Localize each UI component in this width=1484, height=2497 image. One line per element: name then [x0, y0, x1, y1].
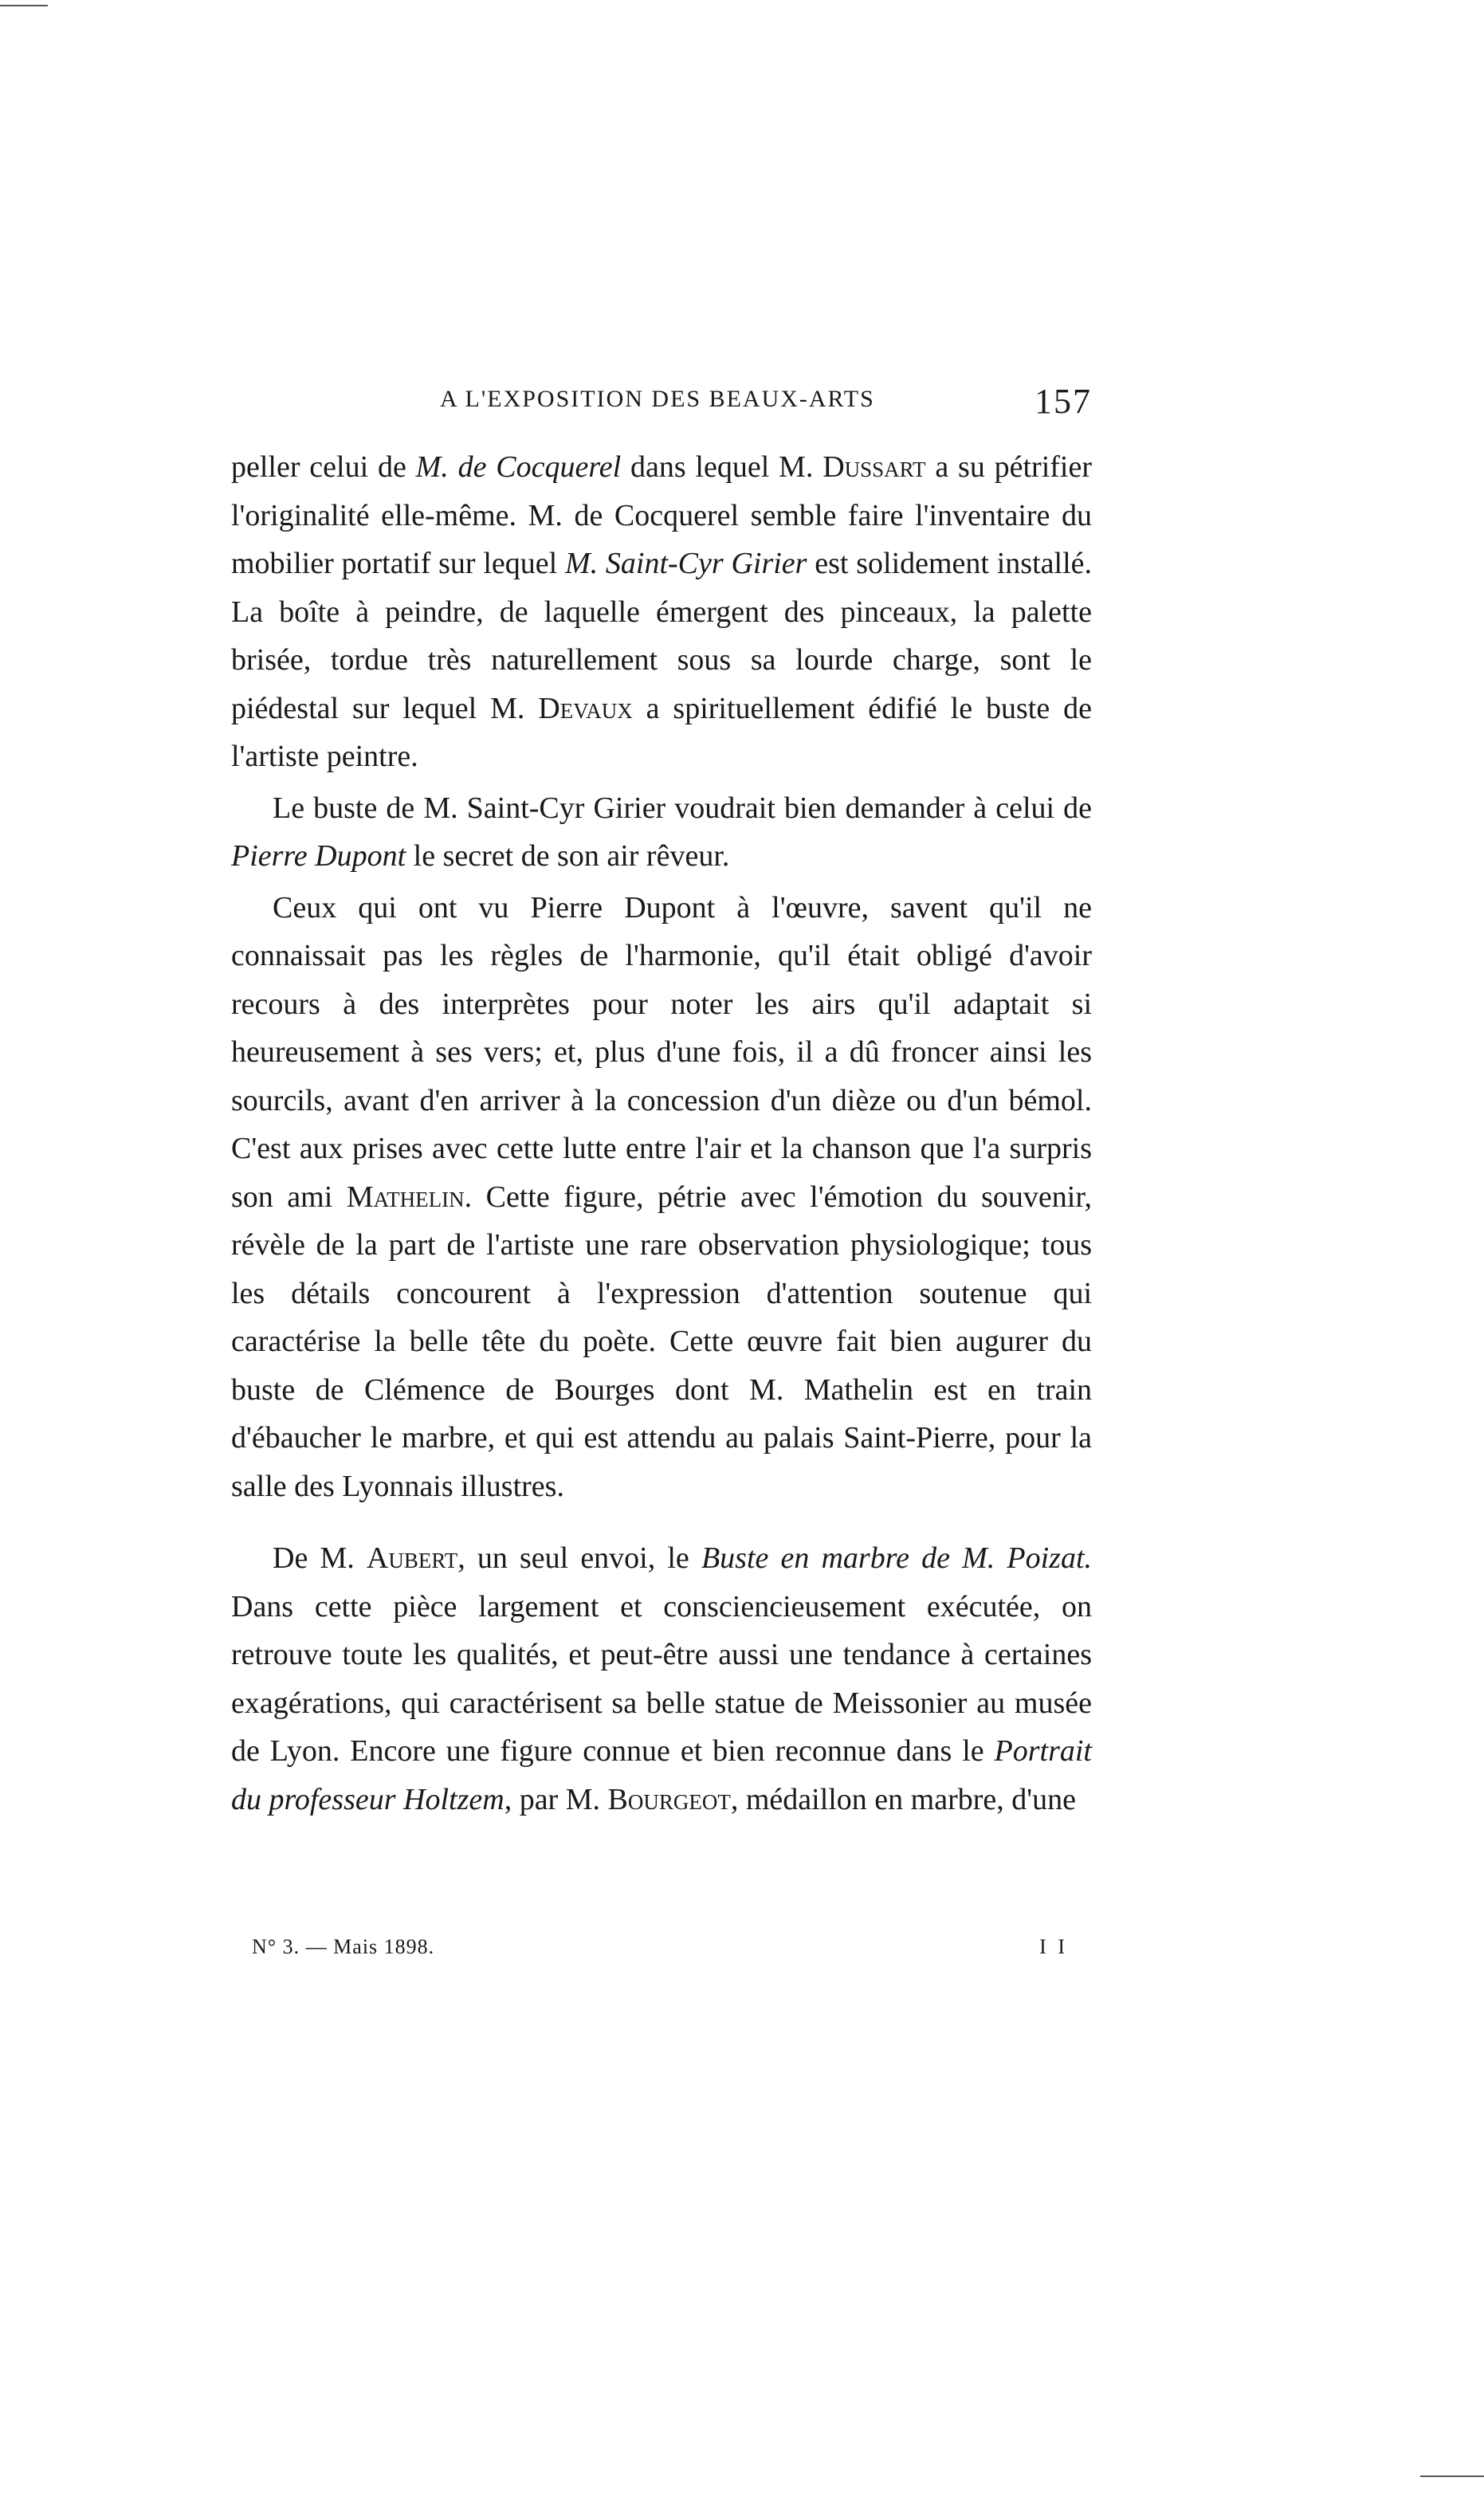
name-italic: M. Saint-Cyr Girier — [564, 547, 807, 580]
paragraph-3-segment: Ceux qui ont vu Pierre Dupont à l'œuvre, savent qu'il ne connaissait pas les règles de l'harmonie, qu'il était obligé d'avoir recours à des interprètes pour noter les airs qu'il adaptait si heureusement à ses vers; et, plus d'une fois, il a dû froncer ainsi les sourcils, avant d'en arriver à la concession d'un dièze ou d'un bémol. C'est aux prises avec cette lutte entre l'air et la chanson que l'a surpris son ami — [231, 890, 1092, 1214]
signature-mark: I I — [1039, 1935, 1068, 1958]
paragraph-1-segment: est solidement installé. La boîte à peindre, de laquelle émergent des pinceaux, la palette brisée, tordue très naturellement sous sa lourde charge, sont le piédestal sur lequel M. — [231, 547, 1093, 725]
running-head — [231, 381, 1092, 429]
name-italic: Pierre Dupont — [231, 839, 406, 873]
artwork-title-italic: Portrait du professeur Holtzem — [231, 1734, 1092, 1816]
paragraph-3 — [231, 884, 1092, 1511]
paragraph-4-segment: , médaillon en marbre, d'une — [730, 1782, 1076, 1816]
artist-name-smallcaps: Bourgeot — [607, 1782, 731, 1816]
page-footer — [231, 1935, 1092, 1967]
page-number: 157 — [1034, 382, 1092, 421]
top-left-rule — [0, 5, 48, 6]
paragraph-3-segment: . Cette figure, pétrie avec l'émotion du souvenir, révèle de la part de l'artiste une rare observation physiologique; tous les détails concourent à l'expression d'attention soutenue qui caractérise la belle tête du poète. Cette œuvre fait bien augurer du buste de Clémence de Bourges dont M. Mathelin est en train d'ébaucher le marbre, et qui est attendu au palais Saint-Pierre, pour la salle des Lyonnais illustres. — [231, 1180, 1092, 1503]
artist-name-smallcaps: Aubert — [366, 1541, 458, 1575]
paragraph-1-segment: a spirituellement édifié le buste de l'artiste peintre. — [231, 691, 1092, 773]
paragraph-4-segment: , un seul envoi, le — [457, 1541, 701, 1575]
paragraph-4 — [231, 1534, 1092, 1824]
artist-name-smallcaps: Devaux — [538, 691, 633, 725]
body-text — [231, 443, 1092, 1824]
paragraph-1-segment: peller celui de — [231, 450, 416, 484]
paragraph-4-segment: , par M. — [504, 1782, 608, 1816]
artist-name-smallcaps: Dussart — [822, 450, 926, 484]
paragraph-1 — [231, 443, 1092, 781]
artist-name-smallcaps: Mathelin — [346, 1180, 465, 1214]
paragraph-1-segment: a su pétrifier l'originalité elle-même. M. de Cocquerel semble faire l'inventaire du mobilier portatif sur lequel — [231, 450, 1092, 580]
paragraph-2 — [231, 784, 1092, 881]
running-title: A L'EXPOSITION DES BEAUX-ARTS — [440, 386, 875, 412]
paragraph-2-segment: Le buste de M. Saint-Cyr Girier voudrait bien demander à celui de — [273, 791, 1092, 825]
paragraph-2-segment: le secret de son air rêveur. — [406, 839, 730, 873]
paragraph-4-segment: De M. — [273, 1541, 367, 1575]
bottom-right-rule — [1420, 2475, 1484, 2477]
name-italic: M. de Cocquerel — [415, 450, 622, 484]
artwork-title-italic: Buste en marbre de M. Poizat. — [701, 1541, 1093, 1575]
paragraph-4-segment: Dans cette pièce largement et consciencieusement exécutée, on retrouve toute les qualités, et peut-être aussi une tendance à certaines exagérations, qui caractérisent sa belle statue de Meissonier au musée de Lyon. Encore une figure connue et bien reconnue dans le — [231, 1589, 1092, 1768]
paragraph-1-segment: dans lequel M. — [621, 450, 823, 484]
issue-line: N° 3. — Mais 1898. — [252, 1935, 435, 1958]
